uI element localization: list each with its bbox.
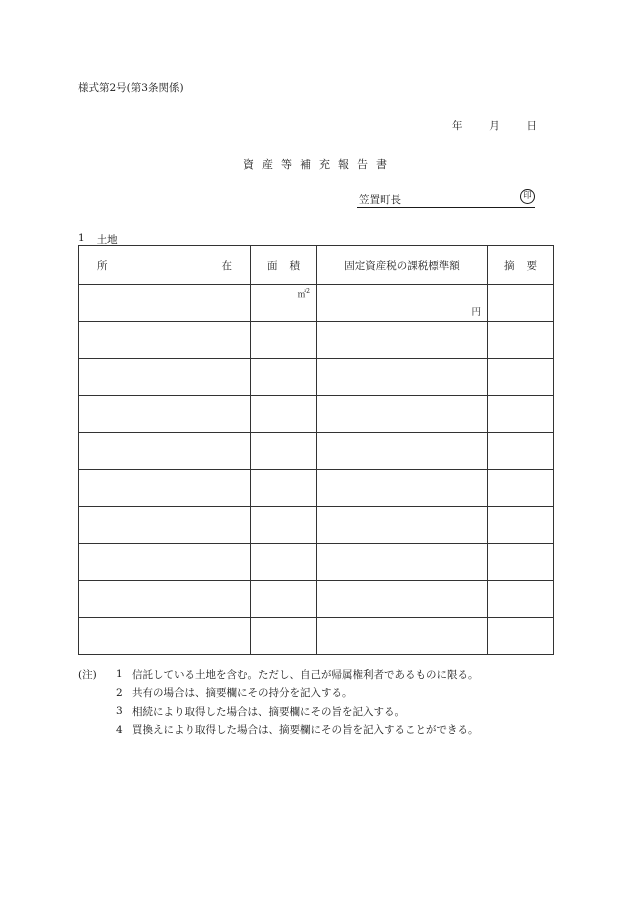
remarks-cell[interactable] bbox=[488, 507, 554, 544]
tax-base-cell[interactable] bbox=[317, 433, 488, 470]
note-number: 1 bbox=[116, 668, 123, 681]
area-cell[interactable] bbox=[251, 618, 317, 655]
yen-unit-label: 円 bbox=[471, 307, 481, 318]
remarks-cell[interactable] bbox=[488, 433, 554, 470]
note-text: 共有の場合は、摘要欄にその持分を記入する。 bbox=[132, 687, 353, 700]
note-number: 3 bbox=[116, 705, 123, 718]
note-item bbox=[78, 665, 479, 684]
tax-base-cell[interactable] bbox=[317, 359, 488, 396]
remarks-cell[interactable] bbox=[488, 470, 554, 507]
addressee-name: 笠置町長 bbox=[359, 194, 401, 206]
date-day-label: 日 bbox=[526, 120, 537, 132]
note-item bbox=[78, 702, 479, 721]
column-header-location: 所 在 bbox=[79, 246, 251, 285]
area-cell[interactable] bbox=[251, 285, 317, 322]
location-cell[interactable] bbox=[79, 507, 251, 544]
tax-base-cell[interactable] bbox=[317, 618, 488, 655]
tax-base-cell[interactable] bbox=[317, 544, 488, 581]
area-cell[interactable] bbox=[251, 544, 317, 581]
location-cell[interactable] bbox=[79, 359, 251, 396]
note-text: 信託している土地を含む。ただし、自己が帰属権利者であるものに限る。 bbox=[132, 668, 479, 681]
section-number: 1 bbox=[78, 232, 85, 244]
location-cell[interactable] bbox=[79, 433, 251, 470]
table-row bbox=[79, 581, 554, 618]
tax-base-cell[interactable] bbox=[317, 285, 488, 322]
table-row bbox=[79, 396, 554, 433]
area-cell[interactable] bbox=[251, 470, 317, 507]
column-header-tax-base: 固定資産税の課税標準額 bbox=[317, 246, 488, 285]
area-cell[interactable] bbox=[251, 322, 317, 359]
notes-prefix: (注) bbox=[78, 668, 97, 681]
table-row bbox=[79, 433, 554, 470]
tax-base-cell[interactable] bbox=[317, 396, 488, 433]
table-row bbox=[79, 544, 554, 581]
area-cell[interactable] bbox=[251, 581, 317, 618]
location-cell[interactable] bbox=[79, 470, 251, 507]
tax-base-cell[interactable] bbox=[317, 470, 488, 507]
location-cell[interactable] bbox=[79, 396, 251, 433]
date-month-label: 月 bbox=[489, 120, 500, 132]
form-number: 様式第2号(第3条関係) bbox=[78, 82, 184, 94]
note-number: 4 bbox=[116, 723, 123, 736]
location-cell[interactable] bbox=[79, 322, 251, 359]
area-cell[interactable] bbox=[251, 433, 317, 470]
remarks-cell[interactable] bbox=[488, 581, 554, 618]
remarks-cell[interactable] bbox=[488, 544, 554, 581]
tax-base-cell[interactable] bbox=[317, 322, 488, 359]
table-row bbox=[79, 470, 554, 507]
table-row bbox=[79, 285, 554, 322]
section-title: 土地 bbox=[96, 234, 118, 246]
table-row bbox=[79, 618, 554, 655]
note-text: 相続により取得した場合は、摘要欄にその旨を記入する。 bbox=[132, 705, 405, 718]
seal-mark: 印 bbox=[520, 189, 535, 204]
remarks-cell[interactable] bbox=[488, 322, 554, 359]
table-row bbox=[79, 322, 554, 359]
remarks-cell[interactable] bbox=[488, 396, 554, 433]
note-text: 買換えにより取得した場合は、摘要欄にその旨を記入することができる。 bbox=[132, 724, 479, 737]
table-row bbox=[79, 507, 554, 544]
note-number: 2 bbox=[116, 686, 123, 699]
remarks-cell[interactable] bbox=[488, 285, 554, 322]
table-header-row bbox=[79, 246, 554, 285]
document-title: 資産等補充報告書 bbox=[243, 158, 395, 171]
area-cell[interactable] bbox=[251, 359, 317, 396]
tax-base-cell[interactable] bbox=[317, 507, 488, 544]
remarks-cell[interactable] bbox=[488, 359, 554, 396]
note-item bbox=[78, 684, 479, 703]
location-cell[interactable] bbox=[79, 618, 251, 655]
column-header-area: 面 積 bbox=[251, 246, 317, 285]
location-cell[interactable] bbox=[79, 581, 251, 618]
remarks-cell[interactable] bbox=[488, 618, 554, 655]
land-table bbox=[78, 245, 554, 655]
table-row bbox=[79, 359, 554, 396]
tax-base-cell[interactable] bbox=[317, 581, 488, 618]
area-cell[interactable] bbox=[251, 507, 317, 544]
note-item bbox=[78, 721, 479, 740]
area-cell[interactable] bbox=[251, 396, 317, 433]
date-year-label: 年 bbox=[452, 120, 463, 132]
addressee-line bbox=[357, 192, 535, 208]
notes-section bbox=[78, 665, 479, 739]
location-cell[interactable] bbox=[79, 544, 251, 581]
date-line bbox=[452, 118, 537, 133]
location-cell[interactable] bbox=[79, 285, 251, 322]
column-header-remarks: 摘 要 bbox=[488, 246, 554, 285]
area-unit-label: ㎡$^2$ bbox=[297, 288, 310, 300]
